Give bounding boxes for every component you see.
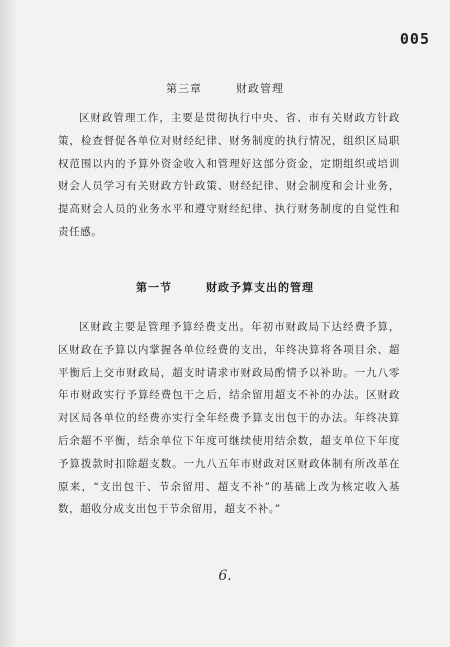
intro-paragraph: 区财政管理工作，主要是贯彻执行中央、省、市有关财政方针政策，检查督促各单位对财经纪律、财务制度的执行情况，组织区局职权范围以内的予算外资金收入和管理好这部分资金，定期组织或培训财会人员学习有关财政方针政策、财经纪律、财会制度和会计业务，提高财会人员的业务水平和遵守财经纪律、执行财务制度的自觉性和责任感。 <box>58 112 400 238</box>
section-heading <box>0 279 450 295</box>
chapter-title: 财政管理 <box>236 82 284 95</box>
chapter-number: 第三章 <box>166 82 202 95</box>
chapter-heading <box>0 80 450 96</box>
page-number: 005 <box>399 30 430 48</box>
section-title: 财政予算支出的管理 <box>206 281 314 294</box>
footer-page-number: 6. <box>218 568 232 584</box>
section-paragraph: 区财政主要是管理予算经费支出。年初市财政局下达经费予算，区财政在予算以内掌握各单位经费的支出，年终决算将各项目余、超平衡后上交市财政局，超支时请求市财政局酌情予以补助。一九八零年市财政实行予算经费包干之后，结余留用超支不补的办法。区财政对区局各单位的经费亦实行全年经费予算支出包干的办法。年终决算后余超不平衡，结余单位下年度可继续使用结余数，超支单位下年度予算拨款时扣除超支数。一九八五年市财政对区财政体制有所改革在原来，“支出包干、节余留用、超支不补”的基础上改为核定收入基数，超收分成支出包干节余留用，超支不补。” <box>58 321 400 516</box>
section-number: 第一节 <box>136 281 172 294</box>
